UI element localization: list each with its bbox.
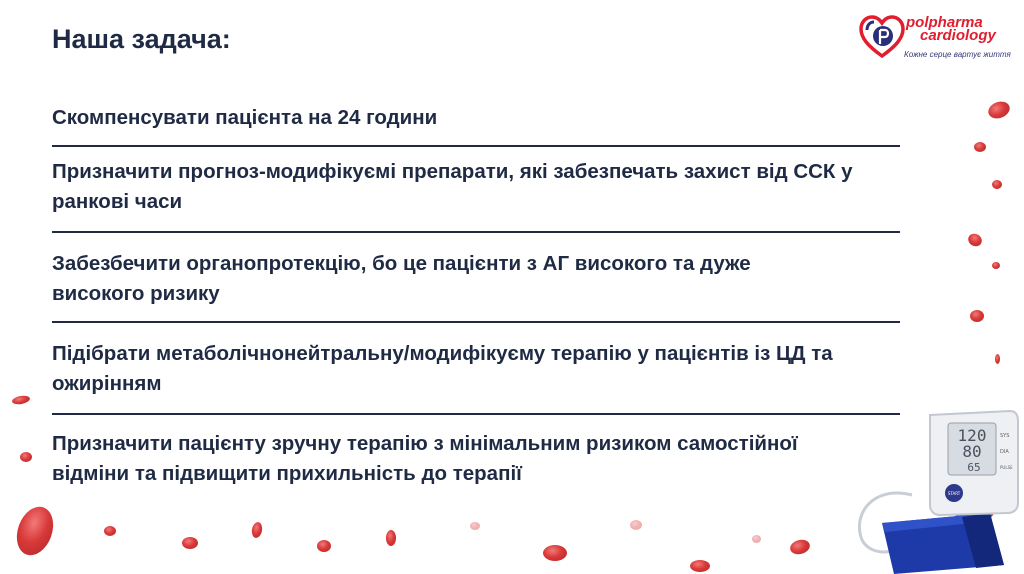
task-divider [52,321,900,323]
blood-pressure-monitor-illustration [842,405,1022,574]
slide-title: Наша задача: [52,24,231,54]
blood-cell-decoration [992,180,1002,189]
task-divider [52,145,900,147]
blood-cell-decoration [11,394,30,405]
polpharma-logo [858,14,1011,66]
task-item-3: Забезбечити органопротекцію, бо це пацієнти з АГ високого та дуже високого ризику [52,252,751,305]
monitor-dia-label: DIA [1000,449,1009,455]
blood-cell-decoration [789,538,812,557]
blood-cell-decoration [974,142,986,152]
task-divider [52,231,900,233]
blood-cell-decoration [986,99,1012,122]
blood-cell-decoration [992,262,1000,269]
task-list [52,103,900,489]
blood-cell-decoration [543,545,567,561]
logo-tagline: Кожне серце вартує життя [904,50,1011,59]
blood-cell-decoration [317,540,331,552]
monitor-pulse-reading: 65 [967,461,981,474]
task-item-2: Призначити прогноз-модифікуємі препарати, які забезпечать захист від ССК у ранкові часи [52,160,853,213]
task-divider [52,413,900,415]
blood-cell-decoration [630,520,642,530]
heart-logo-icon [858,14,906,62]
blood-cell-decoration [995,354,1000,364]
monitor-dia-reading: 80 [962,442,982,461]
logo-brand-line2: cardiology [920,27,996,44]
blood-cell-decoration [470,522,480,530]
task-item-1: Скомпенсувати пацієнта на 24 години [52,106,438,129]
blood-cell-decoration [386,530,396,546]
blood-cell-decoration [104,526,116,536]
blood-cell-decoration [251,521,264,538]
blood-cell-decoration [966,231,984,248]
monitor-pulse-label: PULSE [1000,465,1013,470]
blood-cell-decoration [690,560,710,572]
monitor-sys-reading: 120 [957,426,987,445]
blood-cell-decoration [10,502,59,561]
blood-cell-decoration [970,310,984,322]
logo-brand-line1: polpharma [906,14,983,31]
blood-cell-decoration [20,452,32,462]
task-item-5: Призначити пацієнту зручну терапію з мінімальним ризиком самостійної відміни та підвищити прихильність до терапії [52,432,798,485]
task-item-4: Підібрати метаболічнонейтральну/модифікуєму терапію у пацієнтів із ЦД та ожирінням [52,342,833,395]
blood-cell-decoration [182,537,198,549]
blood-cell-decoration [752,535,761,543]
monitor-start-label: START [947,491,961,496]
monitor-sys-label: SYS [1000,433,1010,439]
